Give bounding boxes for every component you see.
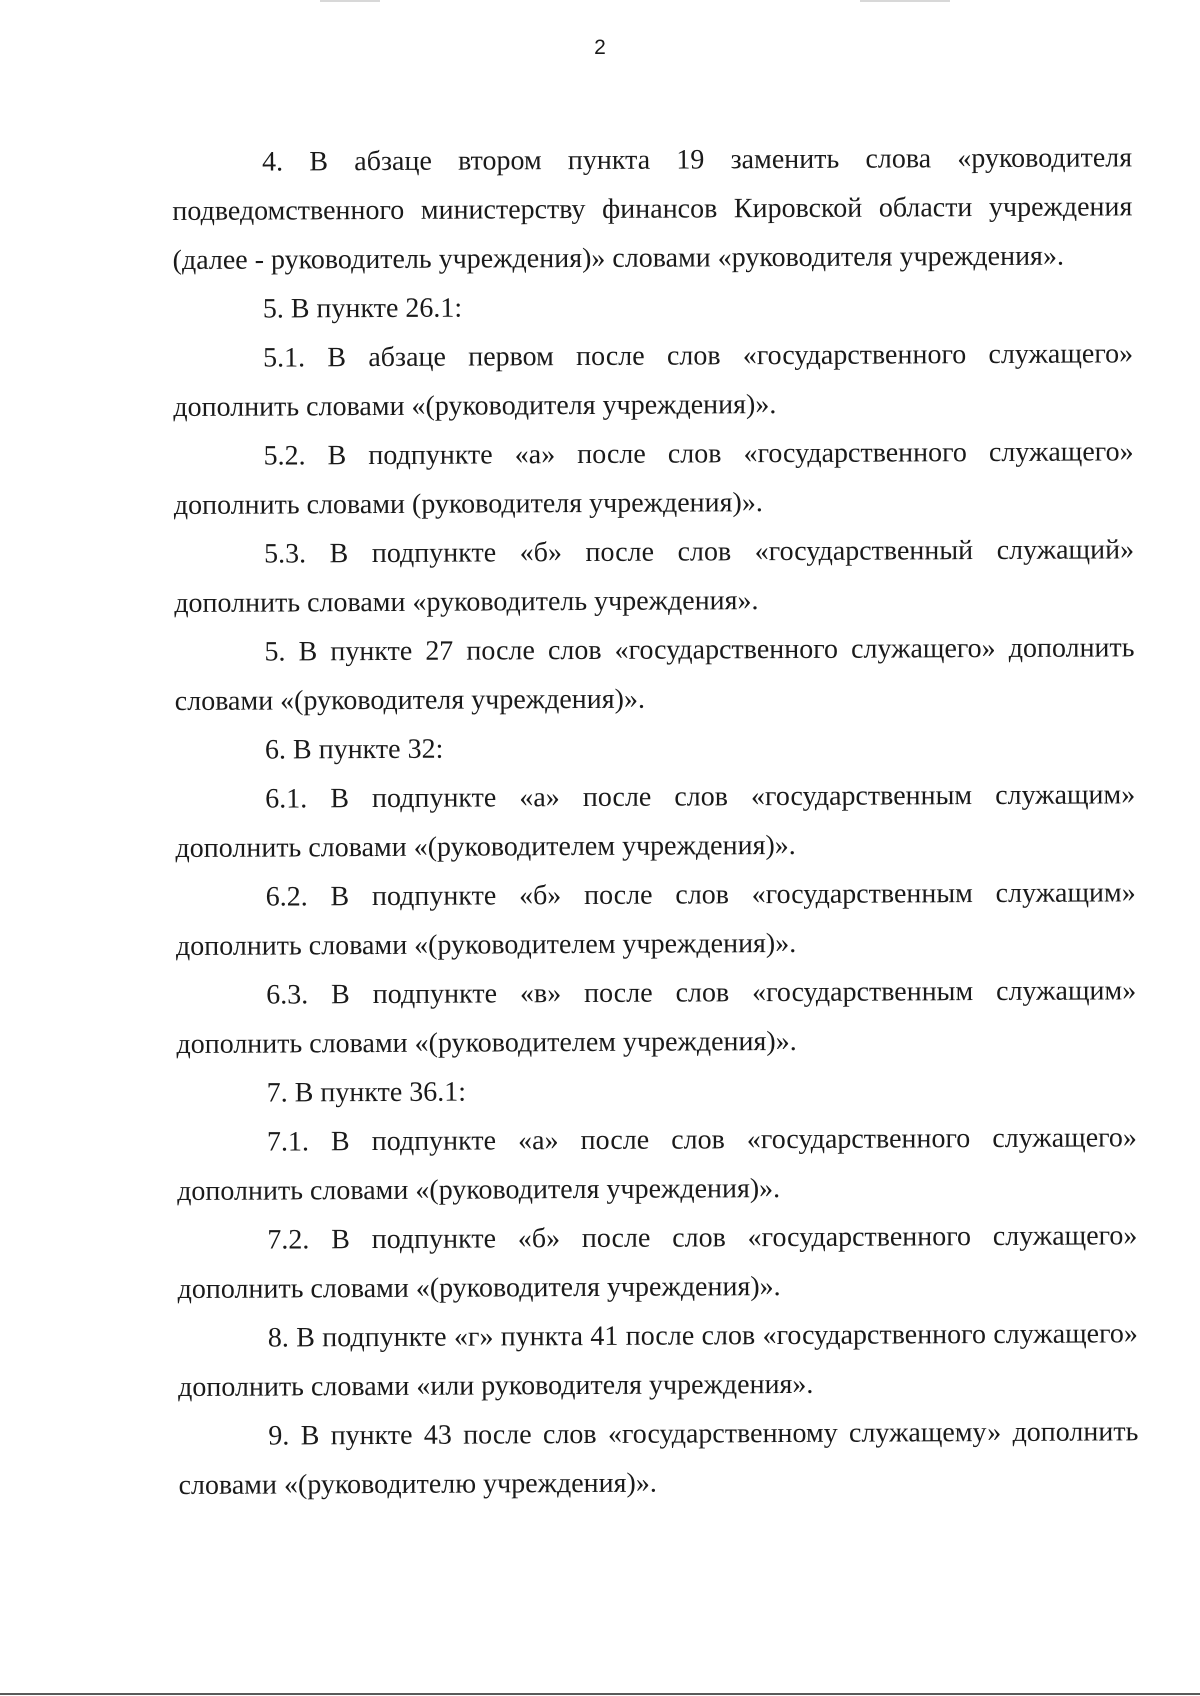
paragraph-6-1: 6.1. В подпункте «а» после слов «государственным служащим» дополнить словами «(руководителем учреждения)». xyxy=(175,779,1136,864)
paragraph-5-heading: 5. В пункте 26.1: xyxy=(262,292,463,325)
paragraph-4: 4. В абзаце втором пункта 19 заменить слова «руководителя подведомственного министерству финансов Кировской области учреждения (далее - руководитель учреждения)» словами «руководителя учреждения». xyxy=(172,142,1133,276)
paragraph-5-2: 5.2. В подпункте «а» после слов «государственного служащего» дополнить словами (руководителя учреждения)». xyxy=(173,436,1134,521)
paragraph-7-1: 7.1. В подпункте «а» после слов «государственного служащего» дополнить словами «(руководителя учреждения)». xyxy=(177,1122,1137,1207)
paragraph-5-3: 5.3. В подпункте «б» после слов «государственный служащий» дополнить словами «руководитель учреждения». xyxy=(174,534,1135,619)
paragraph-6-heading: 6. В пункте 32: xyxy=(264,733,444,766)
paragraph-9: 9. В пункте 43 после слов «государственному служащему» дополнить словами «(руководителю учреждения)». xyxy=(178,1416,1139,1501)
paragraph-6-2: 6.2. В подпункте «б» после слов «государственным служащим» дополнить словами «(руководителем учреждения)». xyxy=(175,877,1136,962)
paragraph-7-2: 7.2. В подпункте «б» после слов «государственного служащего» дополнить словами «(руководителя учреждения)». xyxy=(177,1220,1138,1305)
paragraph-5-1: 5.1. В абзаце первом после слов «государственного служащего» дополнить словами «(руководителя учреждения)». xyxy=(173,338,1134,423)
scan-bottom-edge xyxy=(0,1693,1200,1695)
scan-artifact xyxy=(320,0,380,2)
paragraph-7-heading: 7. В пункте 36.1: xyxy=(266,1076,467,1109)
document-body xyxy=(172,133,1139,1510)
page-number: 2 xyxy=(594,36,606,59)
paragraph-6-3: 6.3. В подпункте «в» после слов «государственным служащим» дополнить словами «(руководителем учреждения)». xyxy=(176,975,1137,1060)
paragraph-5-point-27: 5. В пункте 27 после слов «государственного служащего» дополнить словами «(руководителя учреждения)». xyxy=(174,632,1135,717)
scan-artifact xyxy=(860,0,950,2)
paragraph-8: 8. В подпункте «г» пункта 41 после слов «государственного служащего» дополнить словами «или руководителя учреждения». xyxy=(178,1318,1138,1403)
